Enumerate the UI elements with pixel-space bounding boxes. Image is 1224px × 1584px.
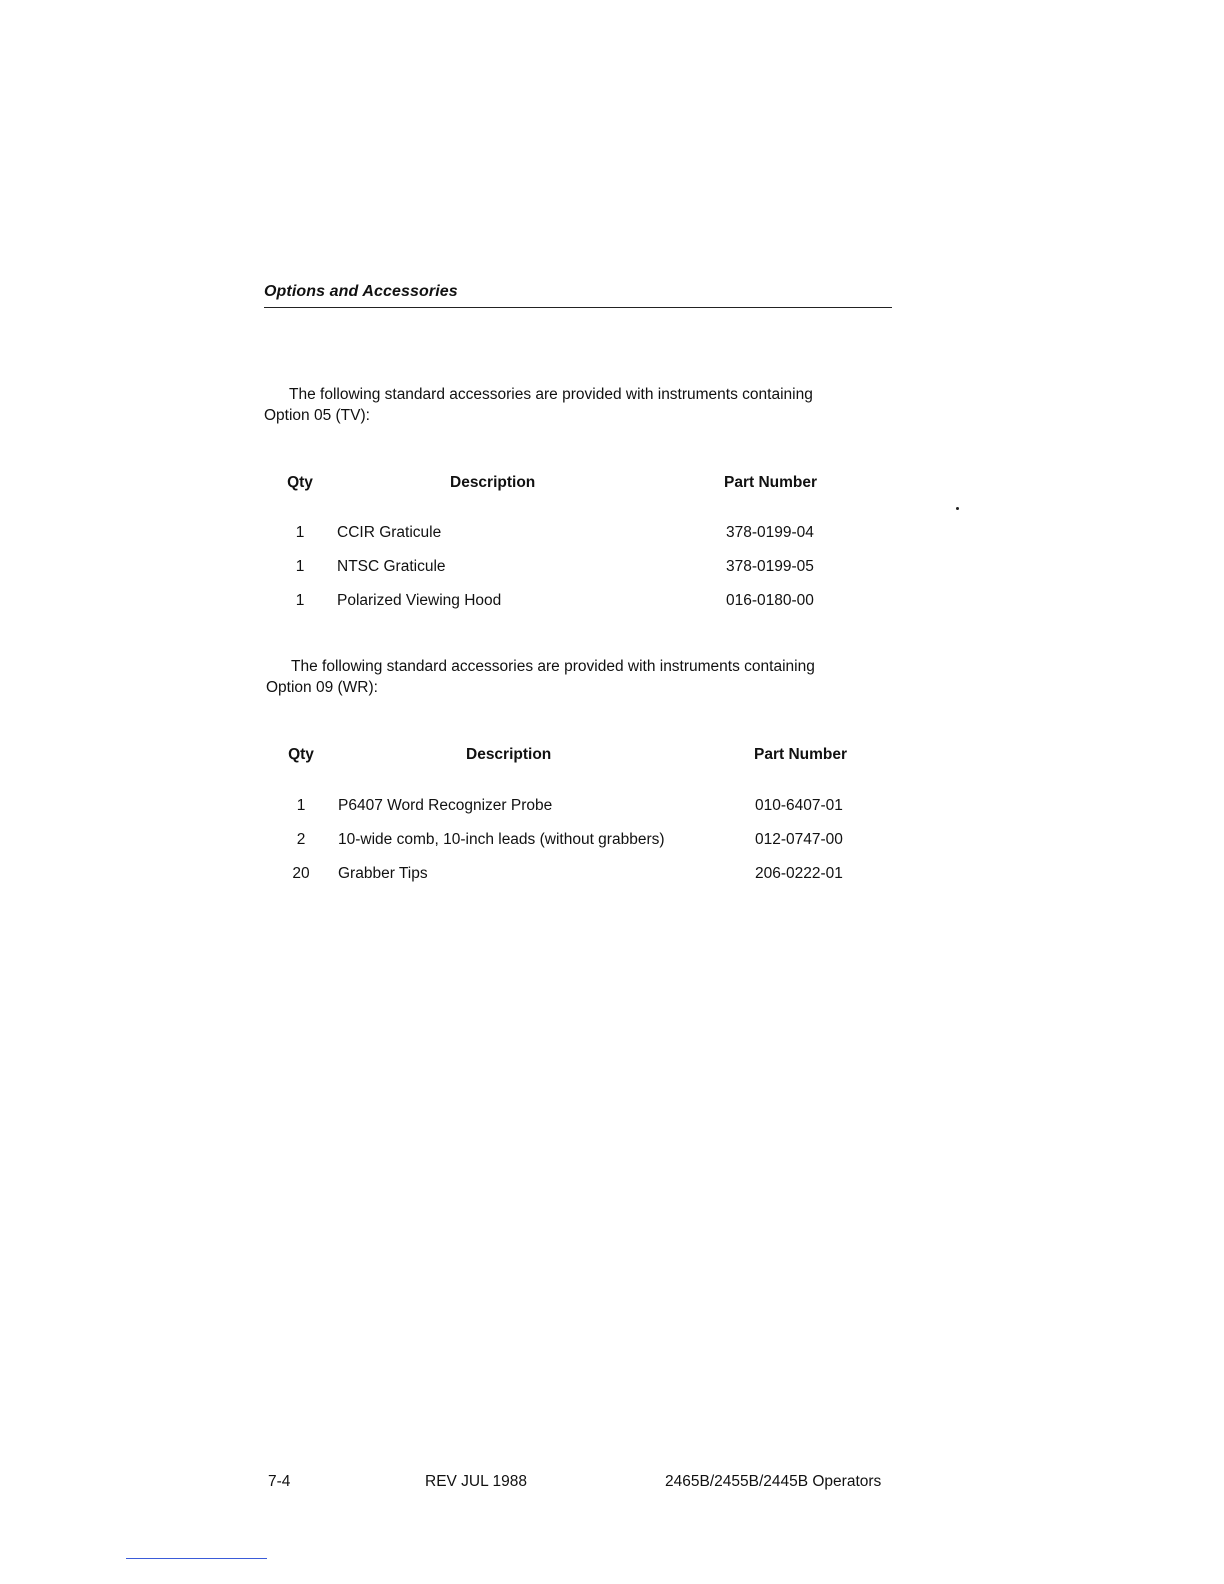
page-title: Options and Accessories bbox=[264, 283, 458, 300]
row-part-number: 378-0199-04 bbox=[726, 524, 814, 541]
scan-edge-line bbox=[126, 1558, 267, 1559]
table-row bbox=[0, 558, 1224, 580]
table-row bbox=[0, 592, 1224, 614]
column-header-description: Description bbox=[466, 746, 552, 763]
row-part-number: 016-0180-00 bbox=[726, 592, 814, 609]
page-number: 7-4 bbox=[268, 1473, 291, 1490]
header-rule bbox=[264, 307, 892, 308]
row-qty: 1 bbox=[296, 797, 306, 814]
row-qty: 2 bbox=[296, 831, 306, 848]
row-qty: 1 bbox=[295, 558, 305, 575]
row-description: P6407 Word Recognizer Probe bbox=[338, 797, 553, 814]
row-part-number: 012-0747-00 bbox=[755, 831, 843, 848]
row-qty: 1 bbox=[295, 592, 305, 609]
column-header-qty: Qty bbox=[288, 746, 314, 763]
table-row bbox=[0, 524, 1224, 546]
option09-intro-line1: The following standard accessories are provided with instruments containing bbox=[291, 658, 815, 675]
option09-table-header bbox=[0, 746, 1224, 768]
option05-intro bbox=[264, 384, 813, 426]
row-qty: 20 bbox=[292, 865, 310, 882]
option05-table-header bbox=[0, 474, 1224, 496]
option05-intro-line1: The following standard accessories are provided with instruments containing bbox=[289, 386, 813, 403]
option09-intro bbox=[266, 656, 815, 698]
table-row bbox=[0, 797, 1224, 819]
row-description: NTSC Graticule bbox=[337, 558, 446, 575]
option05-intro-line2: Option 05 (TV): bbox=[264, 407, 370, 424]
column-header-part-number: Part Number bbox=[724, 474, 818, 491]
table-row bbox=[0, 831, 1224, 853]
option09-intro-line2: Option 09 (WR): bbox=[266, 679, 378, 696]
table-row bbox=[0, 865, 1224, 887]
column-header-part-number: Part Number bbox=[754, 746, 848, 763]
row-qty: 1 bbox=[295, 524, 305, 541]
row-part-number: 206-0222-01 bbox=[755, 865, 843, 882]
row-part-number: 010-6407-01 bbox=[755, 797, 843, 814]
column-header-description: Description bbox=[450, 474, 536, 491]
row-description: CCIR Graticule bbox=[337, 524, 442, 541]
row-part-number: 378-0199-05 bbox=[726, 558, 814, 575]
section-header bbox=[264, 283, 892, 311]
revision-date: REV JUL 1988 bbox=[425, 1473, 527, 1490]
scan-speck bbox=[956, 507, 959, 510]
row-description: Polarized Viewing Hood bbox=[337, 592, 502, 609]
column-header-qty: Qty bbox=[287, 474, 313, 491]
row-description: Grabber Tips bbox=[338, 865, 428, 882]
manual-title: 2465B/2455B/2445B Operators bbox=[665, 1473, 882, 1490]
row-description: 10-wide comb, 10-inch leads (without grabbers) bbox=[338, 831, 665, 848]
